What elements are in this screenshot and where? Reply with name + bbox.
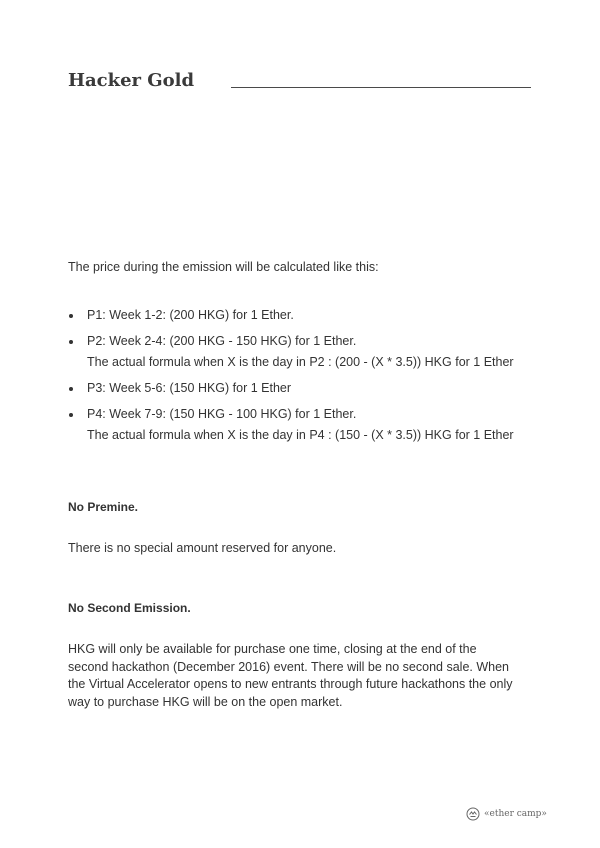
- page-title: Hacker Gold: [68, 70, 195, 91]
- phase-list: [68, 305, 514, 446]
- footer-logo-text: «ether camp»: [484, 809, 547, 819]
- premine-heading: No Premine.: [68, 500, 139, 514]
- intro-text: The price during the emission will be calculated like this:: [68, 260, 379, 274]
- list-item: [68, 378, 514, 399]
- phase-line: P2: Week 2-4: (200 HKG - 150 HKG) for 1 Ether.: [87, 334, 357, 348]
- list-item: [68, 331, 514, 373]
- phase-formula: The actual formula when X is the day in P4 : (150 - (X * 3.5)) HKG for 1 Ether: [87, 428, 514, 442]
- footer-logo: [466, 807, 547, 821]
- phase-line: P1: Week 1-2: (200 HKG) for 1 Ether.: [87, 308, 294, 322]
- title-rule: [231, 87, 531, 88]
- phase-line: P4: Week 7-9: (150 HKG - 100 HKG) for 1 Ether.: [87, 407, 357, 421]
- phase-formula: The actual formula when X is the day in P2 : (200 - (X * 3.5)) HKG for 1 Ether: [87, 355, 514, 369]
- premine-body: There is no special amount reserved for anyone.: [68, 541, 337, 555]
- list-item: [68, 404, 514, 446]
- ether-camp-logo-icon: [466, 807, 480, 821]
- list-item: [68, 305, 514, 326]
- second-emission-body: HKG will only be available for purchase one time, closing at the end of the second hackathon (December 2016) event. There will be no second sale. When the Virtual Accelerator opens to new entrants through future hackathons the only way to purchase HKG will be on the open market.: [68, 642, 513, 709]
- second-emission-heading: No Second Emission.: [68, 601, 191, 615]
- phase-line: P3: Week 5-6: (150 HKG) for 1 Ether: [87, 381, 292, 395]
